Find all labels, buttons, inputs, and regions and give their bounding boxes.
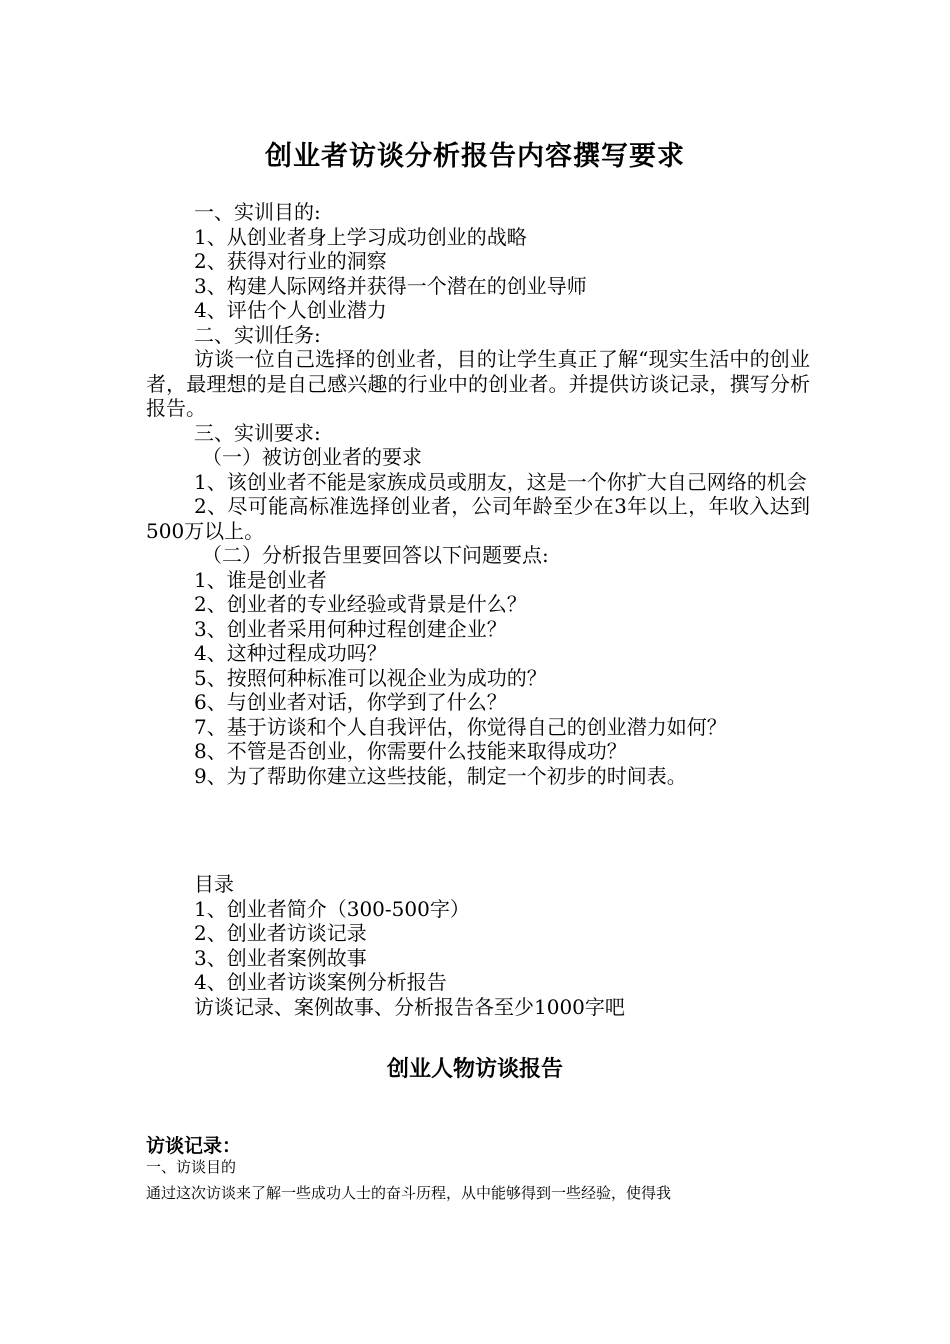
toc-item: 2、创业者访谈记录	[194, 921, 367, 945]
toc-note: 访谈记录、案例故事、分析报告各至少1000字吧	[194, 994, 625, 1019]
toc-item: 3、创业者案例故事	[194, 945, 367, 970]
section-heading: 一、实训目的:	[194, 200, 321, 224]
record-heading: 访谈记录：	[146, 1135, 242, 1157]
list-item: 2、创业者的专业经验或背景是什么？	[194, 592, 527, 616]
record-subheading: 一、访谈目的	[146, 1158, 237, 1176]
record-paragraph: 通过这次访谈来了解一些成功人士的奋斗历程，从中能够得到一些经验，使得我	[146, 1184, 672, 1202]
list-item: 7、基于访谈和个人自我评估，你觉得自己的创业潜力如何？	[194, 714, 727, 739]
list-item: 1、谁是创业者	[194, 567, 327, 592]
section-heading: 二、实训任务:	[194, 322, 321, 347]
list-item: 1、从创业者身上学习成功创业的战略	[194, 224, 527, 249]
subsection-heading: （二）分析报告里要回答以下问题要点:	[202, 543, 549, 567]
list-item: 6、与创业者对话，你学到了什么？	[194, 690, 507, 714]
subsection-heading: （一）被访创业者的要求	[202, 445, 422, 469]
table-of-contents	[146, 872, 810, 1019]
list-item: 3、创业者采用何种过程创建企业？	[194, 616, 507, 641]
list-item: 8、不管是否创业，你需要什么技能来取得成功？	[194, 739, 627, 763]
requirements-section	[146, 200, 810, 788]
section-heading: 三、实训要求:	[194, 420, 321, 445]
list-item: 2、尽可能高标准选择创业者，公司年龄至少在3年以上，年收入达到500万以上。	[146, 494, 810, 543]
list-item: 9、为了帮助你建立这些技能，制定一个初步的时间表。	[194, 763, 687, 788]
toc-item: 4、创业者访谈案例分析报告	[194, 970, 447, 994]
toc-heading: 目录	[194, 872, 234, 896]
report-title: 创业人物访谈报告	[386, 1056, 563, 1082]
list-item: 4、评估个人创业潜力	[194, 298, 387, 322]
list-item: 5、按照何种标准可以视企业为成功的？	[194, 665, 547, 690]
list-item: 2、获得对行业的洞察	[194, 249, 387, 273]
list-item: 4、这种过程成功吗？	[194, 641, 387, 665]
list-item: 3、构建人际网络并获得一个潜在的创业导师	[194, 273, 587, 298]
toc-item: 1、创业者简介（300-500字）	[194, 896, 470, 921]
paragraph: 访谈一位自己选择的创业者，目的让学生真正了解“现实生活中的创业者，最理想的是自己感兴趣的行业中的创业者。并提供访谈记录，撰写分析报告。	[146, 347, 810, 420]
list-item: 1、该创业者不能是家族成员或朋友，这是一个你扩大自己网络的机会	[194, 469, 807, 494]
record-body	[146, 1154, 826, 1206]
document-title: 创业者访谈分析报告内容撰写要求	[265, 141, 685, 172]
